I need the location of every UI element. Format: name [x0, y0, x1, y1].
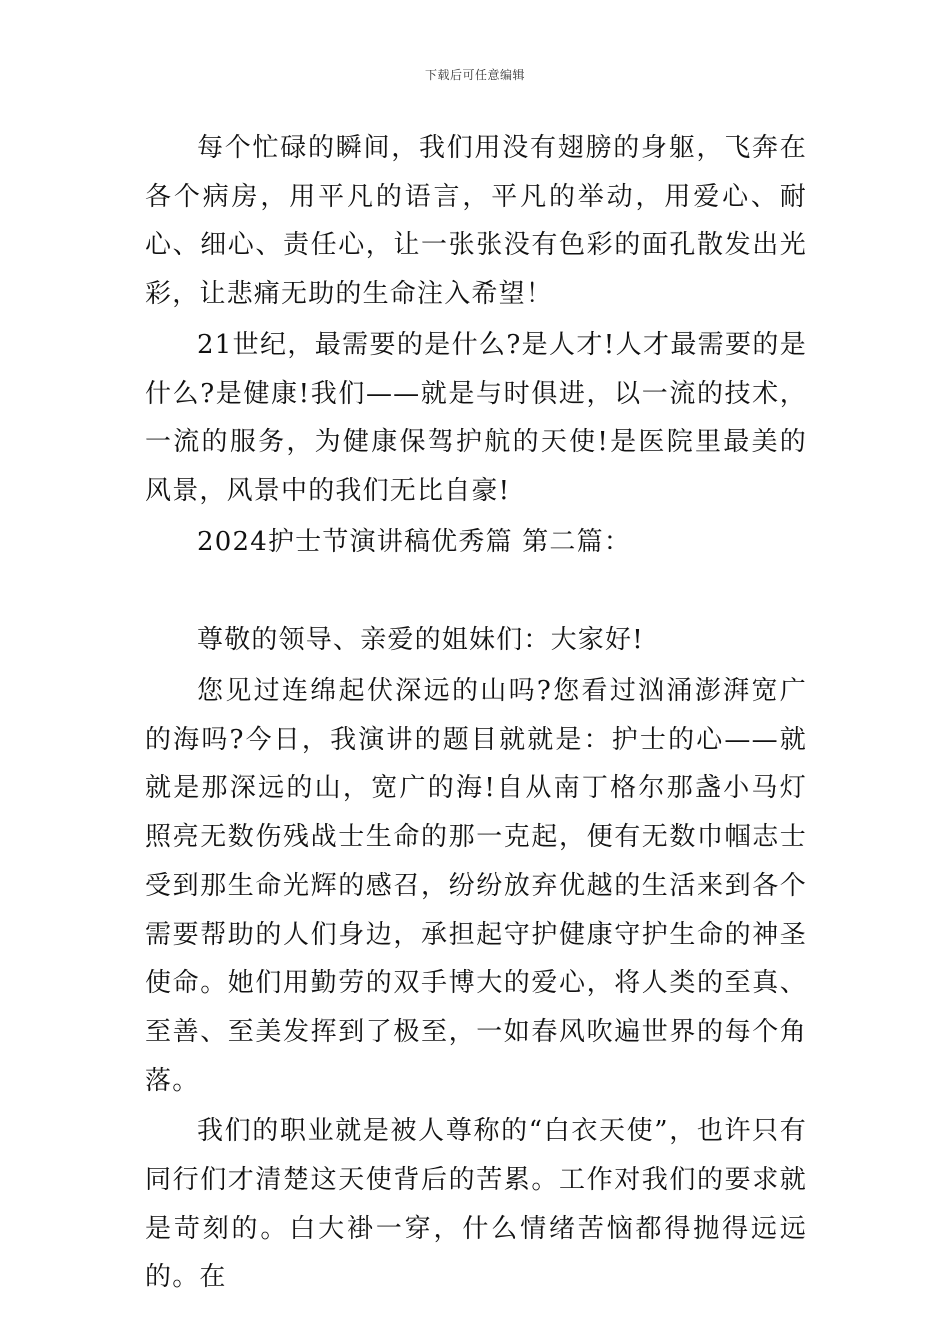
document-body — [145, 124, 807, 1302]
paragraph-3: 您见过连绵起伏深远的山吗?您看过汹涌澎湃宽广的海吗?今日，我演讲的题目就就是：护士的心——就就是那深远的山，宽广的海!自从南丁格尔那盏小马灯照亮无数伤残战士生命的那一克起，便有无数巾帼志士受到那生命光辉的感召，纷纷放弃优越的生活来到各个需要帮助的人们身边，承担起守护健康守护生命的神圣使命。她们用勤劳的双手博大的爱心，将人类的至真、至善、至美发挥到了极至，一如春风吹遍世界的每个角落。 — [145, 676, 807, 1096]
paragraph-4: 我们的职业就是被人尊称的“白衣天使”，也许只有同行们才清楚这天使背后的苦累。工作对我们的要求就是苛刻的。白大褂一穿，什么情绪苦恼都得抛得远远的。在 — [145, 1116, 807, 1293]
section-heading: 2024护士节演讲稿优秀篇 第二篇： — [197, 526, 632, 557]
paragraph-2: 21世纪，最需要的是什么?是人才!人才最需要的是什么?是健康!我们——就是与时俱进，以一流的技术，一流的服务，为健康保驾护航的天使!是医院里最美的风景，风景中的我们无比自豪! — [145, 329, 807, 506]
paragraph-1: 每个忙碌的瞬间，我们用没有翅膀的身躯，飞奔在各个病房，用平凡的语言，平凡的举动，用爱心、耐心、细心、责任心，让一张张没有色彩的面孔散发出光彩，让悲痛无助的生命注入希望！ — [145, 133, 807, 310]
header-note: 下载后可任意编辑 — [424, 68, 525, 82]
greeting: 尊敬的领导、亲爱的姐妹们：大家好! — [197, 625, 644, 656]
